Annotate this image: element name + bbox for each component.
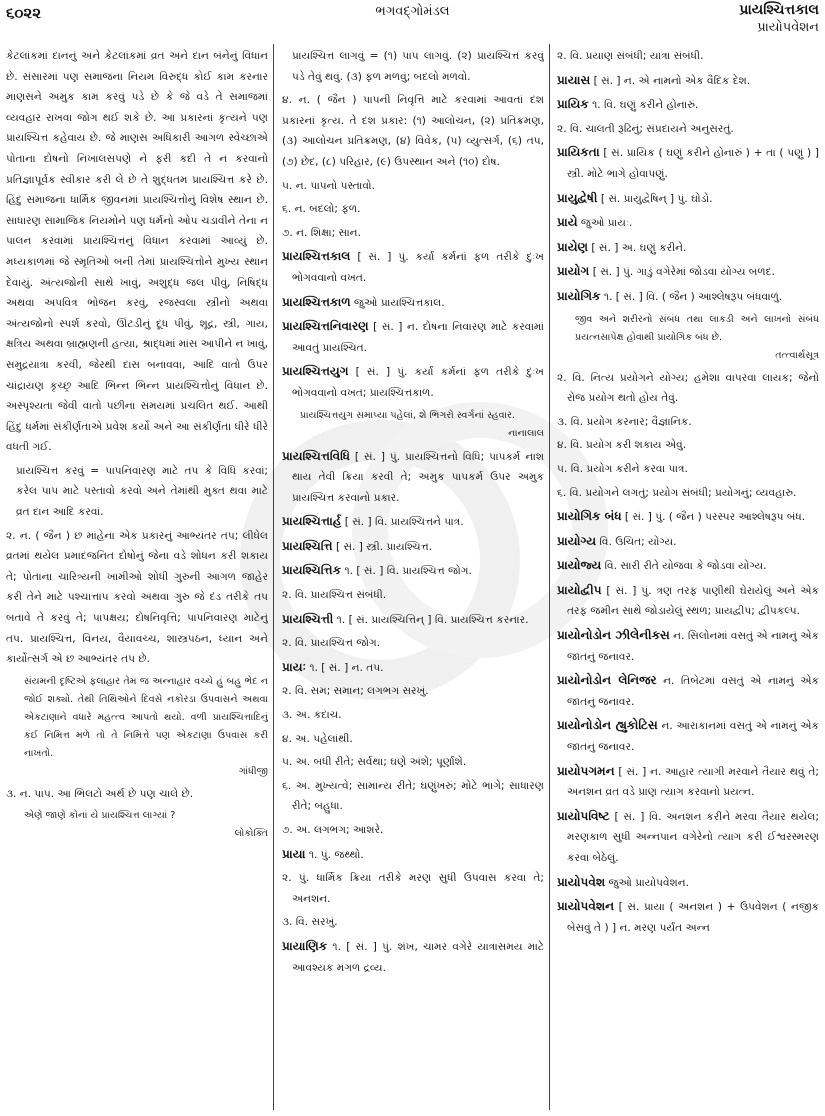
definition-text: [ સં. ] પું. ગાડું વગેરેમાં જોડવા યોગ્ય બળદ. — [589, 266, 775, 279]
headword: પ્રાયિકતા — [557, 145, 600, 160]
dictionary-entry — [282, 316, 544, 358]
sense-line: ૨. વિ. નિત્ય પ્રયોગને યોગ્ય; હમેશા વાપરવા લાયક; જેનો રોજ પ્રયોગ થતો હોય તેવું. — [557, 371, 819, 405]
sense-line: ૪. અ. પહેલાંથી. — [282, 732, 353, 745]
definition-text: ૧. પું. જથ્થો. — [305, 848, 364, 861]
quote-text: એણે જાણે કોનાં યે પ્રાયશ્ચિત્ત લાગ્યાં ? — [24, 810, 176, 822]
column-left — [6, 46, 268, 1116]
definition-text: ન. સિલોનમાં વસતું એ નામનું એક જાતનું જનાવર. — [567, 630, 819, 663]
dictionary-entry — [557, 625, 819, 667]
body-paragraph: ૩. ન. પાપ. આ ભિલટો અર્થ છે પણ ચાલે છે. — [6, 787, 194, 800]
headword: પ્રાયોનોડોન ઝીલેનીકસ — [557, 628, 670, 643]
dictionary-entry — [557, 237, 819, 259]
definition-text: [ સં. ] પું. ત્રણ તરફ પાણીથી ઘેરાયેલું અને એક તરફ જમીન સાથે જોડાયેલું સ્થળ; પ્રાયદ્વીપ; દ્વીપકલ્પ. — [567, 584, 819, 618]
body-paragraph: કેટલાંકમાં દાનનું અને કેટલાંકમાં વ્રત અને દાન બંનેનું વિધાન છે. સંસારમાં પણ સમાજના નિયમ વિરુદ્ધ કોઈ કામ કરનાર માણસને અમુક કામ કરવું પડે છે કે જે વડે તે સમાજમાં વ્યવહાર રાખવા જોગ થઈ શકે છે. આ પ્રકારનાં કૃત્યને પણ પ્રાયશ્ચિત્ત કહેવાય છે. જે માણસ અધિકારી આગળ સ્વેચ્છાએ પોતાના દોષનો નિખાલસપણે ને ફરી કદી તે ન કરવાનો પ્રતિજ્ઞાપૂર્વક સ્વીકાર કરી લે છે તે શુદ્ધતમ પ્રાયશ્ચિત્ત કરે છે. હિંદુ સમાજના ધાર્મિક જીવનમાં પ્રાયશ્ચિત્તોનું વિશેષ સ્થાન છે. સાધારણ સામાજિક નિયમોને પણ ધર્મનો ઓપ ચડાવીને તેના ન પાલન કરવામાં પ્રાયશ્ચિત્તનું વિધાન કરવામાં આવ્યું છે. મધ્યકાળમાં જે સ્મૃતિઓ બની તેમાં પ્રાયશ્ચિત્તોને મુખ્ય સ્થાન દેવાયું. અંત્યજોની સાથે ખાવું, અશુદ્ધ જલ પીવું, નિષિદ્ધ અથવા અપવિત્ર ભોજન કરવું, રજસ્વલા સ્ત્રીનો અથવા અંત્યજોનો સ્પર્શ કરવો, ઊંટડીનું દૂધ પીવું, શૂદ્ર, સ્ત્રી, ગાય, ક્ષત્રિય અથવા બ્રાહ્મણની હત્યા, શ્રાદ્ધમાં માંસ આપીને ન ખાવું, સમુદ્રયાત્રા કરવી, જેરથી દાસ બનાવવા, આદિ વાતો ઉપર ચાંદ્રાયણ કૃચ્છ્ર આદિ ભિન્ન ભિન્ન પ્રાયશ્ચિત્તોનું વિધાન છે. અસ્પૃશ્યતા જેવી વાતો પછીના સમયમાં પ્રચલિત થઈ. આથી હિંદુ ધર્મમાં સંકીર્ણતાએ પ્રવેશ કર્યો અને આ સંકીર્ણતા ધીરે ધીરે વધતી ગઈ. — [6, 50, 268, 454]
sense-line: ૬. અ. મુખ્યત્વે; સામાન્ય રીતે; ઘણુંખરું; મોટે ભાગે; સાધારણ રીતે; બહુધા. — [282, 779, 544, 813]
headword: પ્રાયશ્ચિત્તનિવારણ — [282, 319, 369, 334]
definition-text: ૧. વિ. ઘણું કરીને હોનારું. — [588, 99, 699, 112]
headword: પ્રાયશ્ચિત્તિક — [282, 563, 342, 578]
headword: પ્રાયાણિક — [282, 938, 328, 953]
headword: પ્રાયશ્ચિત્તવિધિ — [282, 448, 350, 463]
sense-line: ૬. વિ. પ્રયોગને લગતું; પ્રયોગ સંબંધી; પ્રયોગનું; વ્યવહારુ. — [557, 486, 797, 499]
dictionary-entry — [282, 560, 544, 582]
citation-quote — [6, 673, 268, 781]
sense-line: ૨. વિ. પ્રાયશ્ચિત્ત સંબંધી. — [282, 589, 387, 602]
sense-line: ૭. ન. શિક્ષા; સાન. — [282, 226, 361, 239]
definition-text: ૧. [ સં. પ્રાયશ્ચિત્તિન્ ] વિ. પ્રાયશ્ચિત્ત કરનાર. — [333, 613, 529, 626]
sense-line: ૩. વિ. પ્રયોગ કરનાર; વૈજ્ઞાનિક. — [557, 415, 692, 428]
quote-text: જીવ અને શરીરનો સંબંધ તથા લાકડી અને લાખનો સંબંધ પ્રયત્નસાપેક્ષ હોવાથી પ્રાયોગિક બંધ છે. — [575, 313, 819, 343]
dictionary-entry — [557, 531, 819, 553]
dictionary-entry — [557, 806, 819, 869]
definition-text: જુઓ પ્રાયોપવેશન. — [605, 876, 690, 889]
dictionary-entry — [282, 511, 544, 533]
citation-quote — [282, 407, 544, 443]
definition-text: [ સં. ] વિ. પ્રાયશ્ચિત્તને પાત્ર. — [341, 516, 464, 529]
definition-text: [ સં. ] ન. આહાર ત્યાગી મરવાને તૈયાર થવું તે; અનશન વ્રત વડે પ્રાણ ત્યાગ કરવાનો પ્રયત્ન. — [567, 765, 819, 799]
column-divider — [549, 44, 550, 1110]
headword: પ્રાયોનોડોન હ્યુકોટિસ — [557, 718, 658, 733]
headword: પ્રાયશ્ચિત્તી — [282, 611, 334, 626]
dictionary-entry — [557, 896, 819, 938]
headword: પ્રાયિક — [557, 97, 589, 112]
citation-quote — [557, 311, 819, 365]
definition-text: ૧. [ સં. ] ન. તપ. — [306, 661, 384, 674]
definition-text: જુઓ પ્રાયઃ. — [577, 217, 633, 230]
sense-line: ૨. વિ. પ્રયાણ સંબંધી; યાત્રા સંબંધી. — [557, 50, 704, 62]
headword: પ્રાયોપવેશ — [557, 874, 606, 889]
body-paragraph: ૪. ન. ( જૈન ) પાપની નિવૃત્તિ માટે કરવામાં આવતાં દશ પ્રકારનાં કૃત્ય. તે દશ પ્રકાર: (૧) આલોચન, (૨) પ્રતિક્રમણ, (૩) આલોચન પ્રતિક્રમણ, (૪) વિવેક, (૫) વ્યુત્સર્ગ, (૬) તપ, (૭) છેદ, (૮) પરિહાર, (૯) ઉપસ્થાન અને (૧૦) દોષ. — [282, 94, 544, 168]
headword: પ્રાયોગિક બંધ — [557, 509, 622, 524]
column-middle — [282, 46, 544, 1116]
dictionary-entry — [557, 506, 819, 528]
sense-line: ૨. વિ. સમ; સમાન; લગભગ સરખું. — [282, 685, 429, 698]
headword: પ્રાયશ્ચિત્તયુગ — [282, 364, 349, 379]
definition-text: [ સં. ] ન. દોષના નિવારણ માટે કરવામાં આવતું પ્રાયશ્ચિત. — [292, 321, 544, 354]
sense-line: ૨. વિ. ચાલતી રૂઢિનું; સંપ્રદાયને અનુસરતું. — [557, 122, 734, 135]
definition-text: જુઓ પ્રાયશ્ચિત્તકાલ. — [350, 296, 445, 309]
headword: પ્રાયોગ — [557, 264, 590, 279]
dictionary-entry — [557, 555, 819, 577]
definition-text: વિ. સારી રીતે યોજવા કે જોડવા યોગ્ય. — [601, 560, 767, 573]
definition-text: [ સં. ] પું. કર્યાં કર્મનાં ફળ તરીકે દુઃખ ભોગવવાનો વખત. — [292, 251, 544, 284]
quote-attribution: નાનાલાલ — [508, 427, 544, 439]
dictionary-entry — [557, 715, 819, 757]
definition-text: [ સં. ] અ. ઘણું કરીને. — [588, 241, 687, 254]
definition-text: ૧. [ સં. ] પું. શંખ, ચામર વગેરે યાત્રાસમય માટે આવશ્યક મંગળ દ્રવ્ય. — [292, 940, 544, 974]
headword: પ્રાયોપવેશન — [557, 899, 615, 914]
headword: પ્રાયોગ્ય — [557, 533, 597, 548]
definition-text: [ સં. ] વિ. અનશન કરીને મરવા તૈયાર થયેલ; મરણકાળ સુધી અન્નપાન વગેરેનો ત્યાગ કરી ઈશ્વરસ્મરણ કરવા બેઠેલું. — [567, 810, 819, 864]
headword: પ્રાયેણ — [557, 239, 589, 254]
headword: પ્રાયાસ — [557, 72, 591, 87]
definition-text: ૧. [ સં. ] વિ. પ્રાયશ્ચિત્ત જોગ. — [341, 565, 472, 578]
headword: પ્રાયોગિક — [557, 288, 601, 303]
headword: પ્રાયે — [557, 215, 578, 230]
citation-quote — [6, 807, 268, 843]
quote-attribution: ગાંધીજી — [238, 765, 268, 777]
headword: પ્રાયુદ્વેષી — [557, 190, 598, 205]
dictionary-entry — [282, 609, 544, 631]
sense-line: ૫. ન. પાપનો પસ્તાવો. — [282, 179, 375, 192]
headword: પ્રાયોજ્ય — [557, 558, 602, 573]
body-paragraph: ૨. ન. ( જૈન ) છ માંહેના એક પ્રકારનું આભ્યંતર તપ; લીધેલ વ્રતમાં થયેલ પ્રમાદજનિત દોષોનું જેના વડે શોધન કરી શકાય તે; પોતાના ચારિત્ર્યની ખામીઓ શોધી ગુરુની આગળ જાહેર કરી તેને માટે પશ્ચાત્તાપ કરવો અથવા ગુરુ જે દંડ તરીકે તપ બતાવે તે કરવું તે; પાપક્ષય; દોષનિવૃત્તિ; પાપનિવારણ માટેનું તપ. પ્રાયશ્ચિત્ત, વિનય, વૈયાવચ્ચ, શાસ્ત્રપઠન, ધ્યાન અને કાર્યોત્સર્ગ એ છ આભ્યંતર તપ છે. — [6, 529, 268, 666]
dictionary-entry — [557, 761, 819, 803]
running-title: ભગવદ્ગોમંડલ — [375, 4, 450, 19]
definition-text: [ સં. પ્રાયિક ( ઘણું કરીને હોનારું ) + તા ( પણું ) ] સ્ત્રી. મોટે ભાગે હોવાપણું. — [567, 147, 819, 180]
sense-line: ૩. વિ. સરખું. — [282, 916, 338, 929]
dictionary-entry — [282, 446, 544, 509]
quote-text: પ્રાયશ્ચિત્તયુગ સમાપ્યા પહેલાં, શે ભિગરો સ્વર્ગનાં સ્હવાર. — [300, 409, 515, 421]
definition-text: [ સં. ] સ્ત્રી. પ્રાયશ્ચિત્ત. — [332, 540, 433, 553]
dictionary-entry — [557, 872, 819, 894]
sense-line: ૫. વિ. પ્રયોગ કરીને કરવા પાત્ર. — [557, 462, 688, 475]
definition-text: વિ. ઉચિત; યોગ્ય. — [596, 535, 677, 548]
definition-text: [ સં. પ્રાયુદ્વેષિન્ ] પું. ઘોડો. — [597, 192, 713, 205]
definition-text: [ સં. ] પું. ( જૈન ) પરસ્પર આશ્લેષરૂપ બંધ. — [621, 511, 806, 524]
column-right — [557, 46, 819, 1116]
headword: પ્રાયશ્ચિત્તકાળ — [282, 294, 351, 309]
column-divider — [273, 44, 274, 1110]
definition-text: ન. આરાકાનમાં વસતું એ નામનું એક જાતનું જનાવર. — [567, 720, 819, 754]
headword: પ્રાયોપવિષ્ટ — [557, 808, 610, 823]
definition-text: [ સં. ] પું. પ્રાયશ્ચિત્તનો વિધિ; પાપકર્મ નાશ થાય તેવી ક્રિયા કરવી તે; અમુક પાપકર્મ ઉપર અમુક પ્રાયશ્ચિત્ત કરવાનો પ્રકાર. — [292, 450, 544, 504]
guide-word-first: પ્રાયશ્ચિત્તકાલ — [739, 2, 819, 18]
dictionary-entry — [282, 536, 544, 558]
headword: પ્રાયઃ — [282, 659, 307, 674]
definition-text: [ સં. પ્રાયા ( અનશન ) + ઉપવેશન ( નજીક બેસવું તે ) ] ન. મરણ પર્યંત અન્ન — [567, 901, 819, 934]
dictionary-entry — [282, 657, 544, 679]
headword: પ્રાયોનોડોન લેનિજર — [557, 673, 657, 688]
dictionary-entry — [282, 361, 544, 403]
headword: પ્રાયશ્ચિત્તિ — [282, 538, 333, 553]
definition-text: [ સં. ] પું. કર્યાં કર્મનાં ફળ તરીકે દુઃખ ભોગવવાનો વખત; પ્રાયશ્ચિત્તકાળ. — [292, 366, 544, 399]
definition-text: [ સં. ] ન. એ નામનો એક વૈદિક દેશ. — [590, 74, 751, 87]
headword: પ્રાયોદ્વીપ — [557, 582, 602, 597]
dictionary-entry — [557, 580, 819, 622]
dictionary-entry — [557, 286, 819, 308]
idiom-paragraph: પ્રાયશ્ચિત્ત કરવું = પાપનિવારણ માટે તપ કે વિધિ કરવાં; કરેલ પાપ માટે પસ્તાવો કરવો અને તેમાંથી મુક્ત થવા માટે વ્રત દાન આદિ કરવાં. — [16, 464, 268, 519]
page-header — [0, 0, 825, 44]
dictionary-entry — [557, 670, 819, 712]
guide-words — [739, 2, 819, 36]
quote-attribution: તત્ત્વાર્થસૂત્ર — [775, 349, 819, 361]
sense-line: ૭. અ. લગભગ; આશરે. — [282, 824, 384, 836]
quote-attribution: લોકોક્તિ — [234, 828, 268, 840]
dictionary-entry — [557, 212, 819, 234]
sense-line: ૪. વિ. પ્રયોગ કરી શકાય એવું. — [557, 439, 687, 452]
dictionary-entry — [557, 261, 819, 283]
headword: પ્રાયશ્ચિત્તકાલ — [282, 249, 351, 264]
sense-line: ૨. પું. ધાર્મિક ક્રિયા તરીકે મરણ સુધી ઉપવાસ કરવા તે; અનશન. — [282, 872, 544, 905]
quote-text: સંયમની દૃષ્ટિએ ફલાહાર તેમ જ અન્નાહાર વચ્ચે હું બહુ ભેદ ન જોઈ શક્યો. તેથી તિથિઓને દિવસે નકોરડા ઉપવાસને અથવા એકટાણાને વધારે મહત્ત્વ આપતો થયો. વળી પ્રાયશ્ચિત્તાદિનું કંઈ નિમિત્ત મળે તો તે નિમિત્તે પણ એકટાણા ઉપવાસ કરી નાખતો. — [24, 675, 268, 759]
dictionary-entry — [557, 188, 819, 210]
page-number: ૬૦૨૨ — [6, 4, 42, 22]
headword: પ્રાયા — [282, 846, 306, 861]
sense-line: ૫. અ. બધી રીતે; સર્વથા; ઘણે અંશે; પૂર્ણાંશે. — [282, 756, 467, 769]
headword: પ્રાયોપગમન — [557, 763, 615, 778]
definition-text: ન. તિબેટમાં વસતું એ નામનું એક જાતનું જનાવર. — [567, 675, 819, 708]
sense-line: ૩. અ. કદાચ. — [282, 709, 342, 722]
dictionary-entry — [557, 142, 819, 184]
sense-line: ૬. ન. બદલો; ફળ. — [282, 203, 361, 216]
dictionary-entry — [282, 292, 544, 314]
dictionary-entry — [282, 936, 544, 978]
dictionary-entry — [282, 246, 544, 288]
idiom-paragraph: પ્રાયશ્ચિત્ત લાગવું = (૧) પાપ લાગવું. (૨) પ્રાયશ્ચિત્ત કરવું પડે તેવું થવું. (૩) ફળ મળવું; બદલો મળવો. — [292, 50, 544, 83]
headword: પ્રાયશ્ચિત્તાર્હ — [282, 514, 342, 529]
sense-line: ૨. વિ. પ્રાયશ્ચિત્ત જોગ. — [282, 637, 381, 650]
guide-word-last: પ્રાયોપવેશન — [757, 20, 819, 35]
dictionary-entry — [557, 94, 819, 116]
dictionary-entry — [557, 70, 819, 92]
definition-text: ૧. [ સં. ] વિ. ( જૈન ) આશ્લેષરૂપ બંધવાળું. — [600, 290, 783, 303]
dictionary-entry — [282, 844, 544, 866]
